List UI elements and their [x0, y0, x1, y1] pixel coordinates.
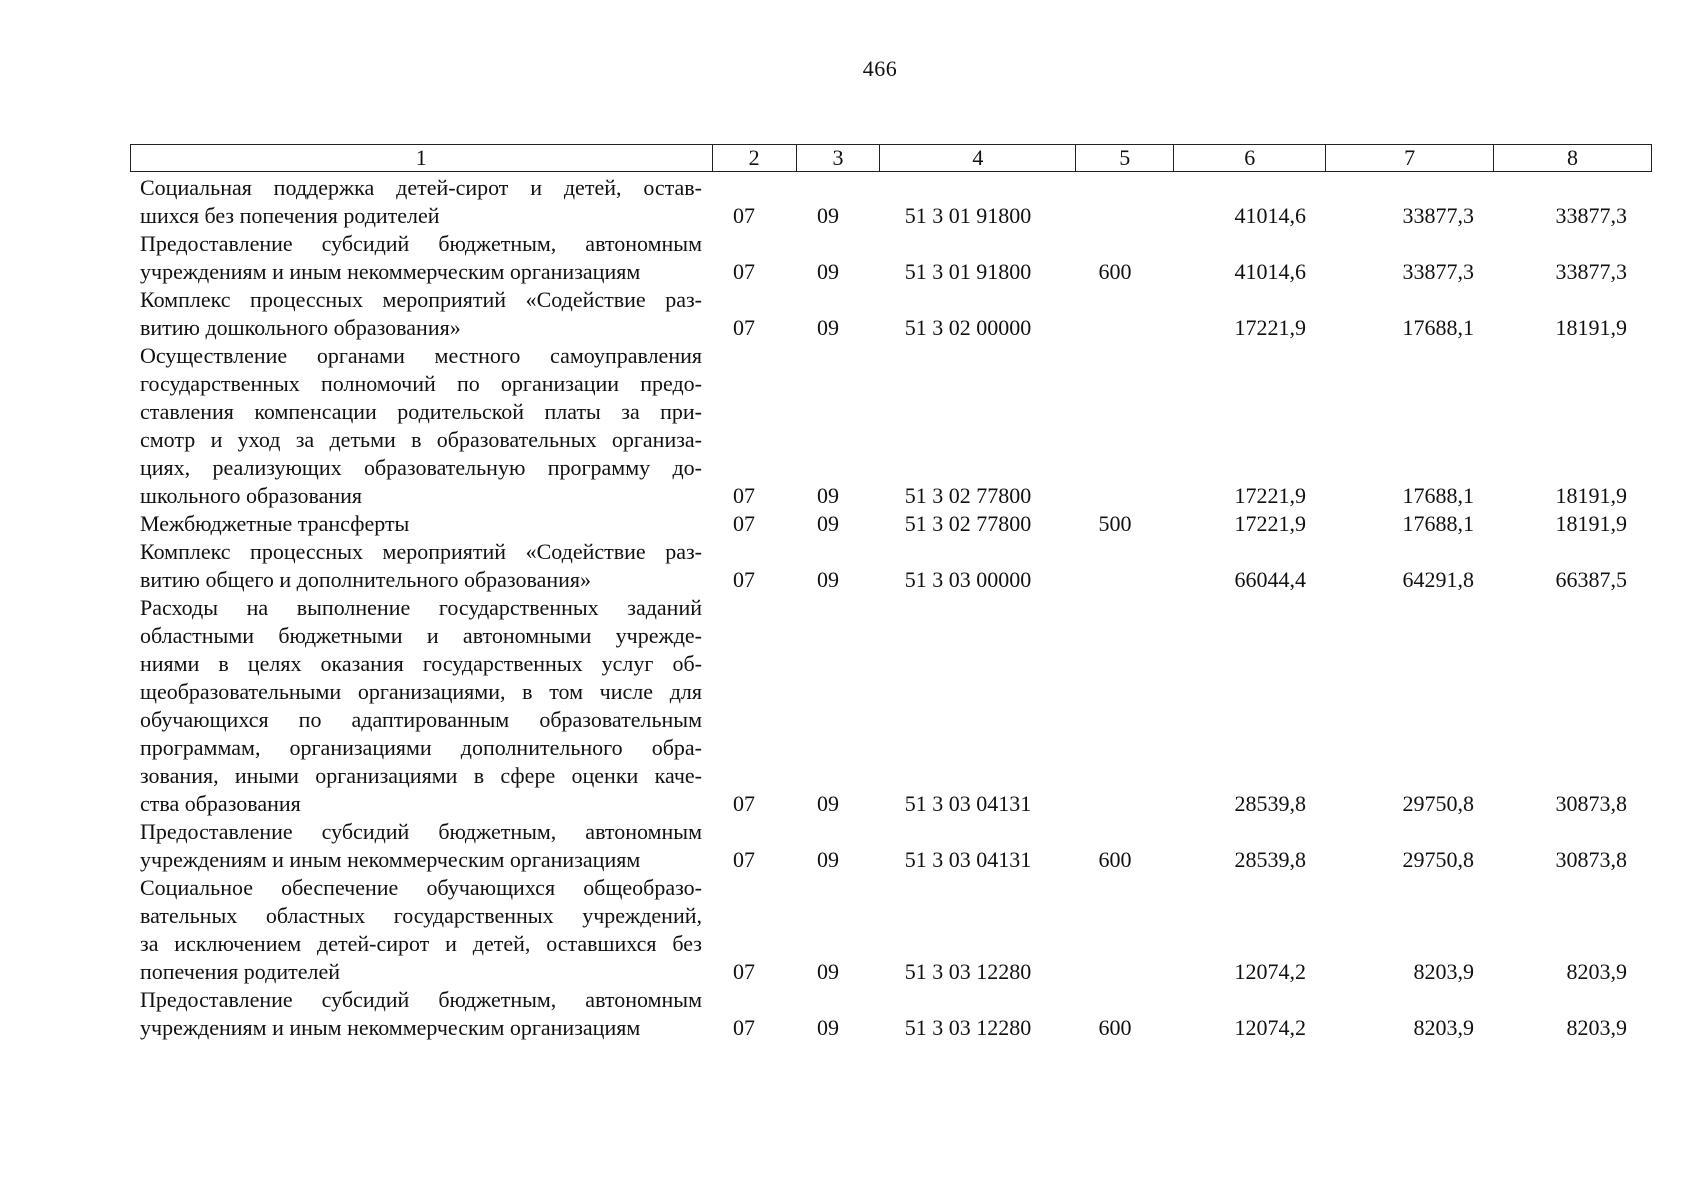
- description-line: обучающихся по адаптированным образовательным: [140, 707, 702, 732]
- section-code: 07: [733, 203, 755, 228]
- amount-col-7: 17688,1: [1402, 511, 1474, 536]
- amount-col-6: 12074,2: [1234, 959, 1306, 984]
- description-line: Предоставление субсидий бюджетным, автономным: [140, 819, 702, 844]
- section-code: 07: [733, 511, 755, 536]
- amount-col-8: 18191,9: [1555, 315, 1627, 340]
- expense-type-code: 600: [1098, 847, 1132, 872]
- description-line: ниями в целях оказания государственных услуг об-: [140, 651, 702, 676]
- amount-col-6: 12074,2: [1234, 1015, 1306, 1040]
- description-line: витию дошкольного образования»: [140, 315, 461, 340]
- description-line: щеобразовательными организациями, в том числе для: [140, 679, 702, 704]
- section-code: 07: [733, 1015, 755, 1040]
- header-cell: 5: [1076, 145, 1174, 172]
- header-cell: 3: [796, 145, 880, 172]
- amount-col-6: 28539,8: [1234, 791, 1306, 816]
- amount-col-7: 64291,8: [1402, 567, 1474, 592]
- header-cell: 8: [1494, 145, 1652, 172]
- target-article-code: 51 3 02 77800: [904, 511, 1032, 536]
- description-line: учреждениям и иным некоммерческим организациям: [140, 1015, 641, 1040]
- subsection-code: 09: [817, 483, 839, 508]
- description-line: Расходы на выполнение государственных заданий: [140, 595, 702, 620]
- description-line: Комплекс процессных мероприятий «Содействие раз-: [140, 287, 702, 312]
- subsection-code: 09: [817, 259, 839, 284]
- amount-col-7: 8203,9: [1413, 959, 1474, 984]
- amount-col-6: 66044,4: [1234, 567, 1306, 592]
- description-line: вательных областных государственных учреждений,: [140, 903, 702, 928]
- description-line: витию общего и дополнительного образования»: [140, 567, 592, 592]
- target-article-code: 51 3 03 12280: [904, 1015, 1032, 1040]
- description-line: областными бюджетными и автономными учрежде-: [140, 623, 702, 648]
- target-article-code: 51 3 03 00000: [904, 567, 1032, 592]
- target-article-code: 51 3 01 91800: [904, 203, 1032, 228]
- table-row: [130, 538, 1652, 594]
- target-article-code: 51 3 02 00000: [904, 315, 1032, 340]
- description-line: смотр и уход за детьми в образовательных организа-: [140, 427, 702, 452]
- description-line: школьного образования: [140, 483, 363, 508]
- amount-col-8: 66387,5: [1555, 567, 1627, 592]
- header-cell: 4: [880, 145, 1076, 172]
- table-row: [130, 874, 1652, 986]
- section-code: 07: [733, 847, 755, 872]
- header-cell: 6: [1174, 145, 1326, 172]
- amount-col-8: 33877,3: [1555, 259, 1627, 284]
- description-line: Осуществление органами местного самоуправления: [140, 343, 702, 368]
- amount-col-6: 41014,6: [1234, 259, 1306, 284]
- amount-col-7: 17688,1: [1402, 315, 1474, 340]
- table-row: [130, 818, 1652, 874]
- amount-col-8: 30873,8: [1555, 791, 1627, 816]
- subsection-code: 09: [817, 791, 839, 816]
- table-row: [130, 286, 1652, 342]
- target-article-code: 51 3 03 12280: [904, 959, 1032, 984]
- section-code: 07: [733, 959, 755, 984]
- expense-type-code: 500: [1098, 511, 1132, 536]
- amount-col-8: 8203,9: [1566, 1015, 1627, 1040]
- description-line: учреждениям и иным некоммерческим организациям: [140, 259, 641, 284]
- target-article-code: 51 3 02 77800: [904, 483, 1032, 508]
- header-cell: 7: [1326, 145, 1494, 172]
- row-description: [130, 538, 702, 594]
- amount-col-7: 33877,3: [1402, 203, 1474, 228]
- row-description: [130, 342, 702, 510]
- row-description: [130, 594, 702, 818]
- description-line: шихся без попечения родителей: [140, 203, 440, 228]
- row-description: [130, 818, 702, 874]
- amount-col-8: 30873,8: [1555, 847, 1627, 872]
- header-row: [131, 145, 1652, 172]
- amount-col-8: 18191,9: [1555, 483, 1627, 508]
- description-line: Предоставление субсидий бюджетным, автономным: [140, 231, 702, 256]
- table-row: [130, 986, 1652, 1042]
- row-description: [130, 174, 702, 230]
- target-article-code: 51 3 03 04131: [904, 791, 1032, 816]
- section-code: 07: [733, 259, 755, 284]
- description-line: Комплекс процессных мероприятий «Содействие раз-: [140, 539, 702, 564]
- amount-col-7: 33877,3: [1402, 259, 1474, 284]
- expense-type-code: 600: [1098, 1015, 1132, 1040]
- table-row: [130, 174, 1652, 230]
- description-line: Предоставление субсидий бюджетным, автономным: [140, 987, 702, 1012]
- description-line: Социальное обеспечение обучающихся общеобразо-: [140, 875, 702, 900]
- amount-col-8: 18191,9: [1555, 511, 1627, 536]
- description-line: учреждениям и иным некоммерческим организациям: [140, 847, 641, 872]
- subsection-code: 09: [817, 959, 839, 984]
- description-line: ставления компенсации родительской платы за при-: [140, 399, 702, 424]
- section-code: 07: [733, 483, 755, 508]
- amount-col-8: 8203,9: [1566, 959, 1627, 984]
- amount-col-7: 8203,9: [1413, 1015, 1474, 1040]
- row-description: [130, 230, 702, 286]
- section-code: 07: [733, 791, 755, 816]
- header-cell: 2: [712, 145, 796, 172]
- description-line: за исключением детей-сирот и детей, оставшихся без: [140, 931, 702, 956]
- table-row: [130, 230, 1652, 286]
- target-article-code: 51 3 03 04131: [904, 847, 1032, 872]
- description-line: зования, иными организациями в сфере оценки каче-: [140, 763, 702, 788]
- amount-col-6: 17221,9: [1234, 483, 1306, 508]
- table-row: [130, 594, 1652, 818]
- row-description: [130, 510, 702, 538]
- description-line: государственных полномочий по организации предо-: [140, 371, 702, 396]
- expense-type-code: 600: [1098, 259, 1132, 284]
- section-code: 07: [733, 567, 755, 592]
- row-description: [130, 986, 702, 1042]
- header-cell: 1: [131, 145, 713, 172]
- description-line: Социальная поддержка детей-сирот и детей, остав-: [140, 175, 702, 200]
- description-line: программам, организациями дополнительного обра-: [140, 735, 702, 760]
- column-header-table: [130, 144, 1652, 172]
- amount-col-7: 17688,1: [1402, 483, 1474, 508]
- amount-col-6: 17221,9: [1234, 511, 1306, 536]
- subsection-code: 09: [817, 511, 839, 536]
- description-line: Межбюджетные трансферты: [140, 511, 410, 536]
- subsection-code: 09: [817, 1015, 839, 1040]
- table-row: [130, 510, 1652, 538]
- amount-col-6: 17221,9: [1234, 315, 1306, 340]
- amount-col-6: 41014,6: [1234, 203, 1306, 228]
- description-line: циях, реализующих образовательную программу до-: [140, 455, 702, 480]
- subsection-code: 09: [817, 203, 839, 228]
- row-description: [130, 874, 702, 986]
- subsection-code: 09: [817, 847, 839, 872]
- section-code: 07: [733, 315, 755, 340]
- amount-col-8: 33877,3: [1555, 203, 1627, 228]
- row-description: [130, 286, 702, 342]
- budget-table-body: [130, 174, 1652, 1042]
- subsection-code: 09: [817, 567, 839, 592]
- description-line: попечения родителей: [140, 959, 340, 984]
- description-line: ства образования: [140, 791, 301, 816]
- amount-col-7: 29750,8: [1402, 847, 1474, 872]
- page-number: 466: [862, 56, 898, 81]
- amount-col-6: 28539,8: [1234, 847, 1306, 872]
- subsection-code: 09: [817, 315, 839, 340]
- target-article-code: 51 3 01 91800: [904, 259, 1032, 284]
- table-row: [130, 342, 1652, 510]
- amount-col-7: 29750,8: [1402, 791, 1474, 816]
